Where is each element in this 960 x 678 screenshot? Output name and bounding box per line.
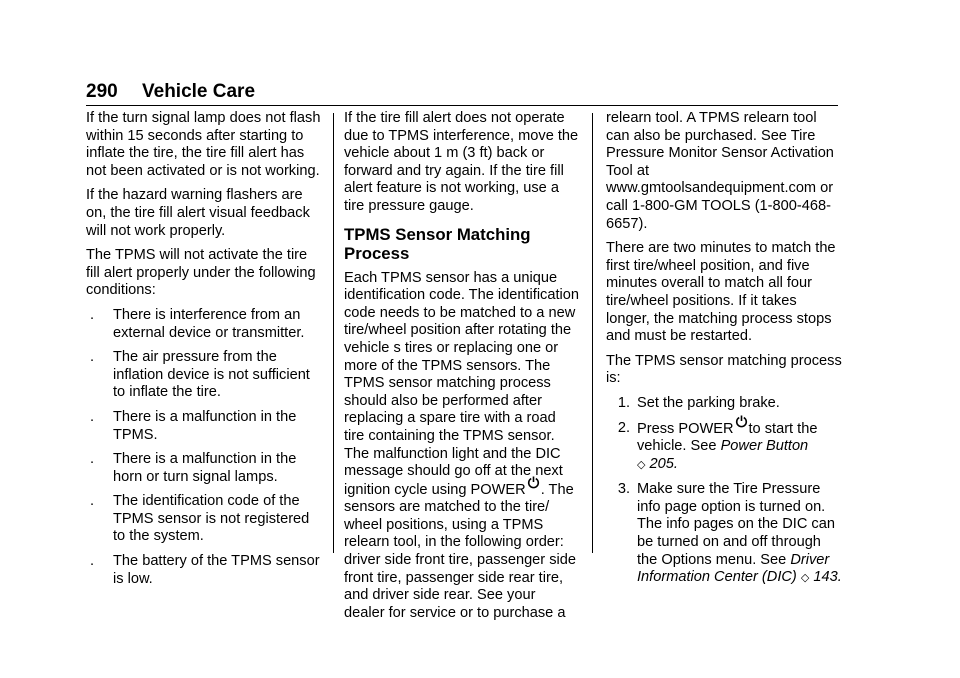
step-number: 3. [617,481,630,498]
power-icon [735,415,748,428]
column-2 [344,110,580,629]
bullet-text: The air pressure from the inflation device is not sufficient to inflate the tire. [113,349,310,401]
paragraph: If the hazard warning flashers are on, the tire fill alert visual feedback will not work properly. [86,187,310,239]
header-rule [86,105,838,106]
power-icon [527,476,540,489]
paragraph-text: . The sensors are matched to the tire/ wheel positions, using a TPMS relearn tool, in the following order: driver side front tire, passenger side front tire, passenger side rear tire, and driver side rear. See your dealer for service or to purchase a [344,481,576,621]
page-ref-icon: ◇ [637,458,646,471]
bullet-mark: . [90,306,95,323]
list-item [86,409,322,444]
list-item [606,420,842,475]
list-item [86,493,322,546]
paragraph: relearn tool. A TPMS relearn tool can also be purchased. See Tire Pressure Monitor Sensor Activation Tool at www.gmtoolsandequipment.com or call 1-800-GM TOOLS (1-800-468-6657). [606,110,834,232]
paragraph: If the turn signal lamp does not flash within 15 seconds after starting to inflate the tire, the tire fill alert has not been activated or is not working. [86,110,321,179]
paragraph: The TPMS sensor matching process is: [606,352,842,387]
section-title: Vehicle Care [142,81,256,102]
bullet-mark: . [90,493,95,510]
bullet-text: There is interference from an external device or transmitter. [113,306,305,341]
step-number: 1. [617,394,630,411]
list-item [606,481,842,588]
step-text: Set the parking brake. [637,394,780,411]
column-divider-1 [333,113,334,553]
list-item [86,349,322,402]
bullet-text: The battery of the TPMS sensor is low. [113,553,320,587]
column-3 [606,110,842,595]
step-text: Press POWER to start the vehicle. See Power Button ◇ 205. [637,420,842,475]
column-1 [86,110,322,595]
bullet-text: The identification code of the TPMS sensor is not registered to the system. [113,493,310,545]
page-number: 290 [86,81,118,102]
paragraph: The TPMS will not activate the tire fill alert properly under the following conditions: [86,247,316,299]
bullet-mark: . [90,408,95,425]
bullet-mark: . [90,451,95,468]
list-item [86,307,322,342]
page-ref-icon: ◇ [800,572,810,585]
paragraph-text: Each TPMS sensor has a unique identification code. The identification code needs to be matched to a new tire/wheel position after rotating the vehicle s tires or replacing one or more of the TPMS sensors. The TPMS sensor matching process should also be performed after replacing a spare tire with a road tire containing the TPMS sensor. The malfunction light and the DIC message should go off at the next ignition cycle using POWER [344,269,580,498]
page-header [86,80,255,104]
bullet-text: There is a malfunction in the horn or turn signal lamps. [113,451,297,485]
list-item [86,451,322,486]
step-text: Make sure the Tire Pressure info page option is turned on. The info pages on the DIC can be turned on and off through the Options menu. See Driver Information Center (DIC) ◇ 143. [637,481,842,586]
step-number: 2. [617,419,630,436]
paragraph: There are two minutes to match the first tire/wheel position, and five minutes overall to match all four tire/wheel positions. If it takes longer, the matching process stops and must be restarted. [606,240,836,345]
column-divider-2 [592,113,593,553]
cross-reference-link[interactable]: Power Button [720,438,809,455]
list-item [606,395,842,413]
cross-reference-link[interactable]: Driver Information Center (DIC) [637,551,830,586]
section-heading: TPMS Sensor Matching Process [344,224,531,263]
paragraph: If the tire fill alert does not operate due to TPMS interference, move the vehicle about 1 m (3 ft) back or forward and try again. If the tire fill alert feature is not working, use a tire pressure gauge. [344,110,579,214]
paragraph [344,270,580,623]
list-item [86,553,322,588]
bullet-text: There is a malfunction in the TPMS. [113,408,297,443]
bullet-mark: . [90,349,95,366]
page-ref[interactable]: 143 [813,569,838,586]
page-ref[interactable]: 205 [649,455,674,472]
bullet-mark: . [90,553,95,570]
